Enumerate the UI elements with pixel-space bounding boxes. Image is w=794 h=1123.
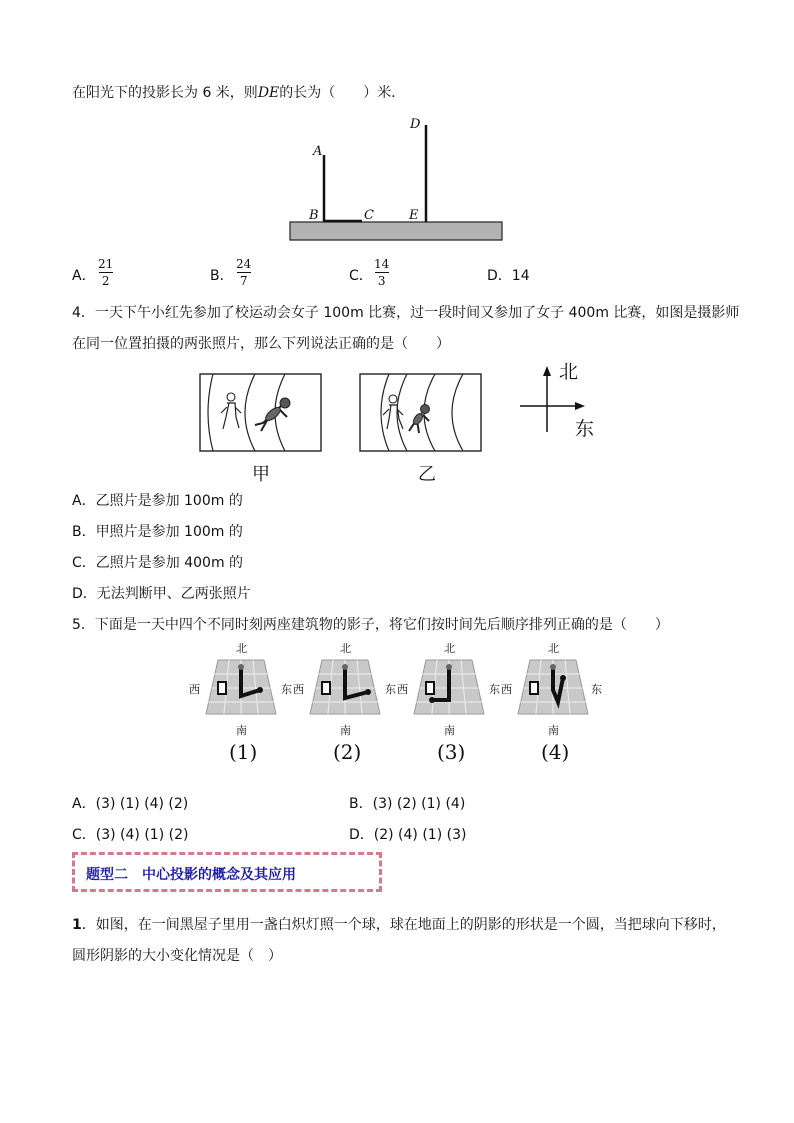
- q3-stem: [72, 82, 405, 102]
- q3-option-a-frac: [98, 257, 113, 288]
- frac-num: 24: [236, 257, 252, 271]
- panel-3-north: 北: [444, 642, 455, 655]
- panel-2-north: 北: [340, 642, 351, 655]
- photo-jia-label: 甲: [252, 464, 270, 485]
- q3-option-c-letter[interactable]: C．: [349, 268, 373, 284]
- panel-1-label: (1): [229, 740, 258, 764]
- panel-2-grid: [308, 656, 382, 718]
- label-c: C: [364, 208, 374, 223]
- section-title: 题型二 中心投影的概念及其应用: [86, 867, 296, 883]
- panel-4-grid: [516, 656, 590, 718]
- frac-den: 7: [239, 274, 248, 288]
- panel-4-north: 北: [548, 642, 559, 655]
- frac-den: 2: [101, 274, 110, 288]
- panel-3-west: 西: [397, 683, 408, 696]
- q5-option-a[interactable]: A．(3) (1) (4) (2): [72, 796, 189, 812]
- q5-option-c[interactable]: C．(3) (4) (1) (2): [72, 827, 189, 843]
- panel-2-west: 西: [293, 683, 304, 696]
- q1b-number: 1: [72, 917, 82, 933]
- frac-num: 14: [374, 257, 390, 271]
- frac-num: 21: [98, 257, 114, 271]
- panel-3-east: 东: [489, 683, 500, 696]
- label-d: D: [410, 117, 421, 132]
- photo-yi-label: 乙: [418, 464, 436, 485]
- q3-option-d[interactable]: [487, 265, 530, 285]
- q3-option-b-frac: [236, 257, 251, 288]
- q5-option-d[interactable]: D．(2) (4) (1) (3): [349, 827, 467, 843]
- panel-2-south: 南: [340, 724, 351, 737]
- compass-north: 北: [559, 361, 579, 383]
- panel-1-south: 南: [236, 724, 247, 737]
- panel-4-label: (4): [541, 740, 570, 764]
- q4-option-d[interactable]: D．无法判断甲、乙两张照片: [72, 586, 251, 602]
- q3-figure: [280, 110, 520, 250]
- compass-east: 东: [575, 418, 595, 440]
- q3-stem-end: 的长为（ ）米．: [279, 85, 406, 101]
- panel-4-west: 西: [501, 683, 512, 696]
- q4-option-b[interactable]: B．甲照片是参加 100m 的: [72, 524, 243, 540]
- q5-option-b[interactable]: B．(3) (2) (1) (4): [349, 796, 466, 812]
- panel-3-south: 南: [444, 724, 455, 737]
- photo-jia: [199, 373, 323, 453]
- panel-2-label: (2): [333, 740, 362, 764]
- frac-den: 3: [377, 274, 386, 288]
- panel-1-west: 西: [189, 683, 200, 696]
- q3-option-b-letter[interactable]: B．: [210, 268, 234, 284]
- q3-stem-text: 在阳光下的投影长为 6 米，则: [72, 85, 258, 101]
- panel-1-north: 北: [236, 642, 247, 655]
- q4-stem-line2: 在同一位置拍摄的两张照片，那么下列说法正确的是（ ）: [72, 336, 450, 352]
- panel-1-east: 东: [281, 683, 292, 696]
- q4-stem-line1: 4．一天下午小红先参加了校运动会女子 100m 比赛，过一段时间又参加了女子 400m 比赛，如图是摄影师: [72, 305, 740, 321]
- q4-option-a[interactable]: A．乙照片是参加 100m 的: [72, 493, 243, 509]
- q3-option-d-value: 14: [511, 268, 530, 284]
- q5-panels: [187, 638, 607, 768]
- ground-rect: [290, 222, 502, 240]
- q3-option-a-letter[interactable]: A．: [72, 268, 96, 284]
- panel-2-east: 东: [385, 683, 396, 696]
- q1b-stem-line1: [72, 914, 726, 934]
- label-b: B: [309, 208, 319, 223]
- q3-option-c-frac: [374, 257, 389, 288]
- q3-de: DE: [257, 85, 280, 101]
- q1b-line1-text: ．如图，在一间黑屋子里用一盏白炽灯照一个球，球在地面上的阴影的形状是一个圆，当把球向下移时，: [81, 917, 726, 933]
- label-a: A: [313, 144, 323, 159]
- q3-option-d-letter: D．: [487, 268, 512, 284]
- panel-3-label: (3): [437, 740, 466, 764]
- photo-yi: [359, 373, 483, 453]
- q4-option-c[interactable]: C．乙照片是参加 400m 的: [72, 555, 244, 571]
- panel-4-south: 南: [548, 724, 559, 737]
- panel-1-grid: [204, 656, 278, 718]
- q5-stem: 5．下面是一天中四个不同时刻两座建筑物的影子，将它们按时间先后顺序排列正确的是（ ）: [72, 617, 669, 633]
- panel-3-grid: [412, 656, 486, 718]
- q1b-stem-line2: 圆形阴影的大小变化情况是（ ）: [72, 948, 282, 964]
- panel-4-east: 东: [591, 683, 602, 696]
- label-e: E: [409, 208, 419, 223]
